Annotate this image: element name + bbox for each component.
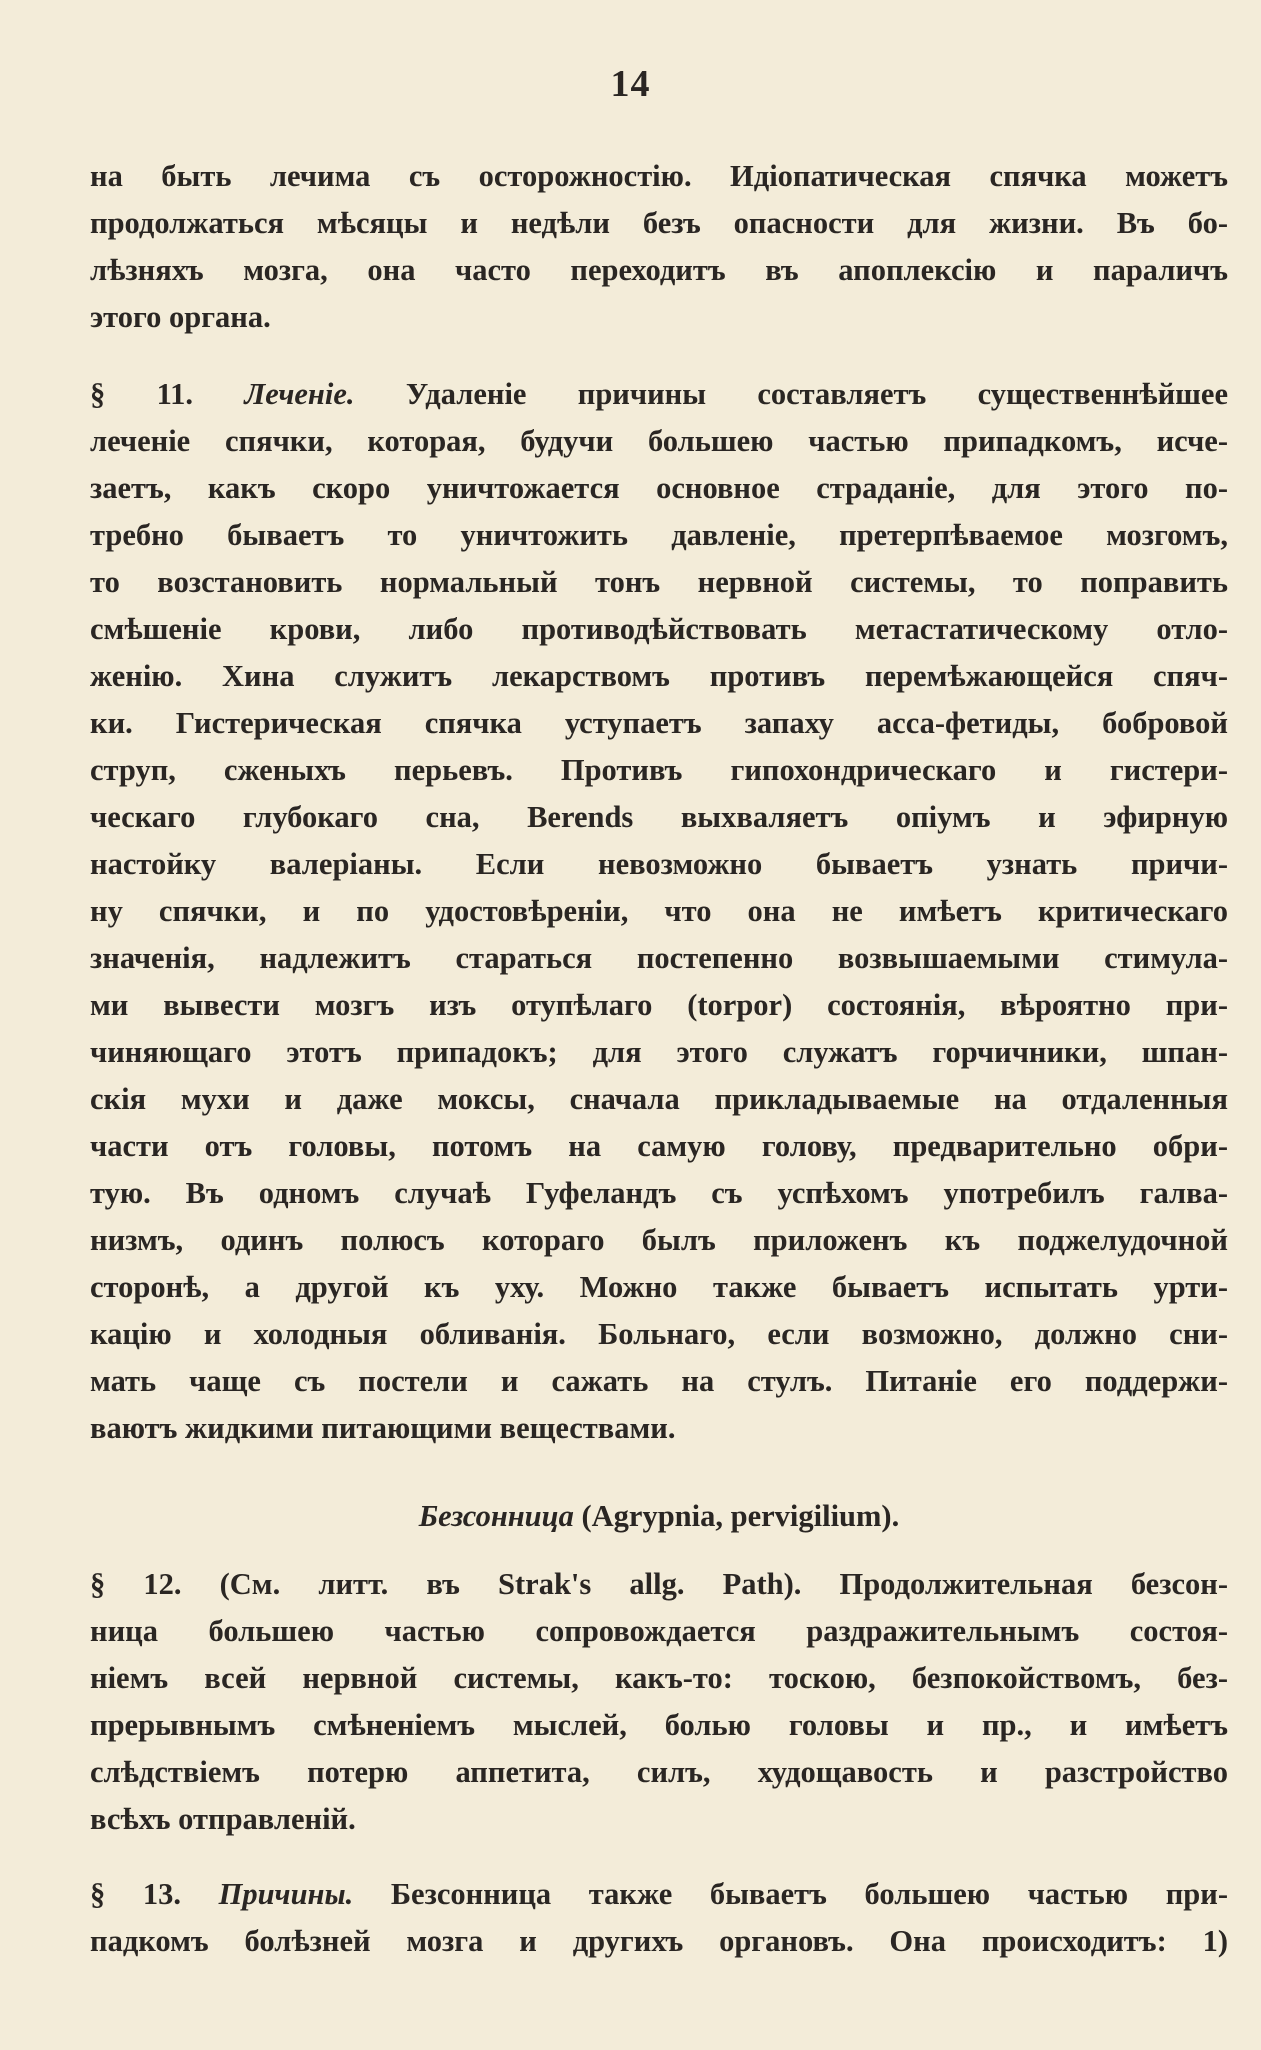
paragraph-hibernation-prognosis xyxy=(90,153,1228,341)
text-line: заетъ, какъ скоро уничтожается основное страданіе, для этого по- xyxy=(90,471,1228,505)
text-line: женію. Хина служитъ лекарствомъ противъ перемѣжающейся спяч- xyxy=(90,659,1228,693)
paragraph-section-13-causes xyxy=(90,1871,1228,1965)
text-line: кацію и холодныя обливанія. Больнаго, если возможно, должно сни- xyxy=(90,1317,1228,1351)
text-line: ческаго глубокаго сна, Berends выхваляетъ опіумъ и эфирную xyxy=(90,800,1228,834)
section-title: Причины. xyxy=(218,1877,354,1911)
text-line: ница большею частью сопровождается раздражительнымъ состоя- xyxy=(90,1614,1228,1648)
text-line: то возстановить нормальный тонъ нервной системы, то поправить xyxy=(90,565,1228,599)
text-line: прерывнымъ смѣненіемъ мыслей, болью головы и пр., и имѣетъ xyxy=(90,1708,1228,1742)
text-fragment: Удаленіе причины составляетъ существеннѣйшее xyxy=(405,377,1228,411)
text-line: значенія, надлежитъ стараться постепенно возвышаемыми стимула- xyxy=(90,941,1228,975)
text-line: на быть лечима съ осторожностію. Идіопатическая спячка можетъ xyxy=(90,159,1228,193)
text-line: § 12. (См. литт. въ Strak's allg. Path). Продолжительная безсон- xyxy=(90,1567,1228,1601)
text-line: ми вывести мозгъ изъ отупѣлаго (torpor) состоянія, вѣроятно при- xyxy=(90,988,1228,1022)
text-line: ну спячки, и по удостовѣреніи, что она не имѣетъ критическаго xyxy=(90,894,1228,928)
text-line: ваютъ жидкими питающими веществами. xyxy=(90,1411,676,1445)
text-line: леченіе спячки, которая, будучи большею частью припадкомъ, исче- xyxy=(90,424,1228,458)
heading-line xyxy=(90,1493,1228,1540)
section-heading-line xyxy=(90,1871,1228,1918)
text-line: чиняющаго этотъ припадокъ; для этого служатъ горчичники, шпан- xyxy=(90,1035,1228,1069)
text-line: требно бываетъ то уничтожить давленіе, претерпѣваемое мозгомъ, xyxy=(90,518,1228,552)
text-line: струп, сженыхъ перьевъ. Противъ гипохондрическаго и гистери- xyxy=(90,753,1228,787)
section-number: § 11. xyxy=(90,377,194,411)
paragraph-section-12 xyxy=(90,1561,1228,1843)
chapter-heading-insomnia xyxy=(90,1493,1228,1540)
page-number: 14 xyxy=(610,63,651,105)
paragraph-section-11-treatment xyxy=(90,371,1228,1452)
heading-latin: (Agrypnia, pervigilium). xyxy=(581,1499,900,1533)
heading-title: Безсонница xyxy=(418,1499,574,1533)
section-heading-line xyxy=(90,371,1228,418)
text-line: мать чаще съ постели и сажать на стулъ. Питаніе его поддержи- xyxy=(90,1364,1228,1398)
text-line: лѣзняхъ мозга, она часто переходитъ въ апоплексію и параличъ xyxy=(90,253,1228,287)
text-line: смѣшеніе крови, либо противодѣйствовать метастатическому отло- xyxy=(90,612,1228,646)
section-title: Леченіе. xyxy=(244,377,355,411)
text-line: настойку валеріаны. Если невозможно бываетъ узнать причи- xyxy=(90,847,1228,881)
text-line: слѣдствіемъ потерю аппетита, силъ, худощавость и разстройство xyxy=(90,1755,1228,1789)
text-line: скія мухи и даже моксы, сначала прикладываемые на отдаленныя xyxy=(90,1082,1228,1116)
text-line: продолжаться мѣсяцы и недѣли безъ опасности для жизни. Въ бо- xyxy=(90,206,1228,240)
text-line: низмъ, одинъ полюсъ котораго былъ приложенъ къ поджелудочной xyxy=(90,1223,1228,1257)
text-line: этого органа. xyxy=(90,300,271,334)
text-line: части отъ головы, потомъ на самую голову, предварительно обри- xyxy=(90,1129,1228,1163)
text-line: ки. Гистерическая спячка уступаетъ запаху асса-фетиды, бобровой xyxy=(90,706,1228,740)
text-line: тую. Въ одномъ случаѣ Гуфеландъ съ успѣхомъ употребилъ галва- xyxy=(90,1176,1228,1210)
text-line: ніемъ всей нервной системы, какъ-то: тоскою, безпокойствомъ, без- xyxy=(90,1661,1228,1695)
section-number: § 13. xyxy=(90,1877,181,1911)
text-line: сторонѣ, а другой къ уху. Можно также бываетъ испытать урти- xyxy=(90,1270,1228,1304)
text-fragment: Безсонница также бываетъ большею частью при- xyxy=(390,1877,1228,1911)
text-line: падкомъ болѣзней мозга и другихъ органовъ. Она происходитъ: 1) xyxy=(90,1924,1228,1958)
text-line: всѣхъ отправленій. xyxy=(90,1802,356,1836)
